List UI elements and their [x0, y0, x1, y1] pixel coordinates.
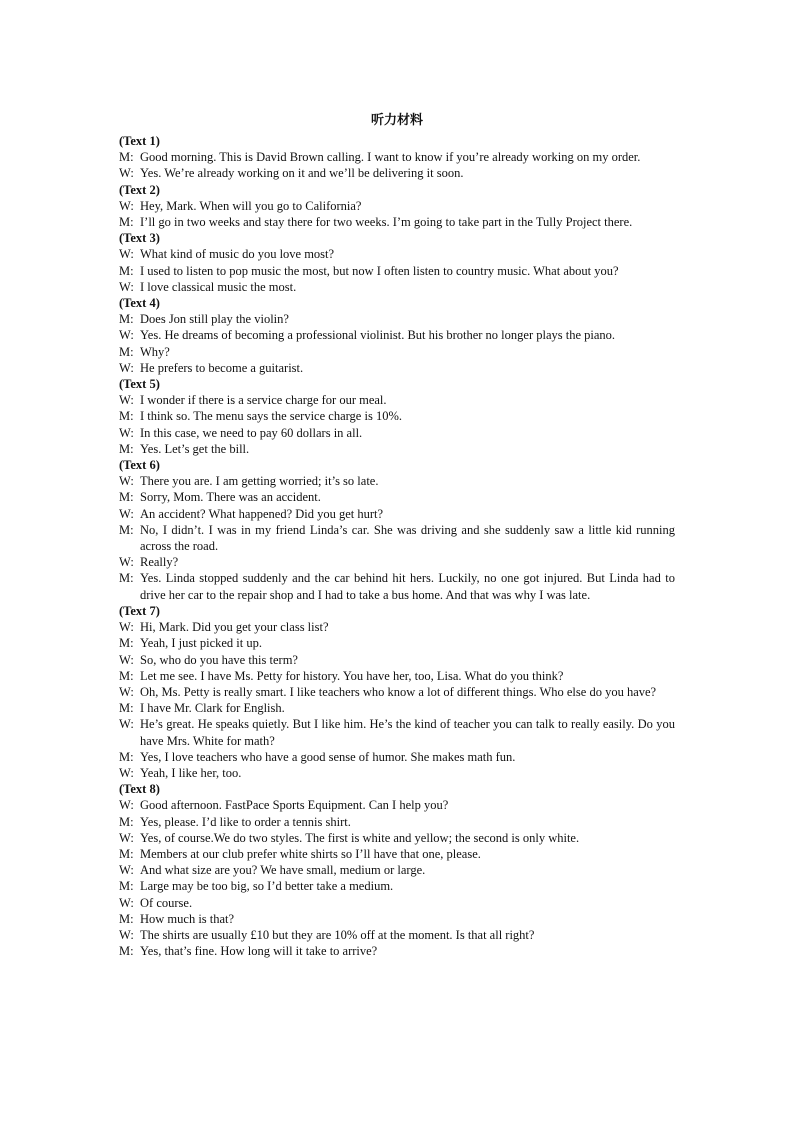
speaker-label: M: — [119, 215, 134, 230]
section-label: (Text 1) — [119, 134, 160, 148]
speaker-label: W: — [119, 717, 134, 732]
transcript-section — [119, 603, 675, 781]
speaker-label: W: — [119, 474, 134, 489]
dialogue-line — [119, 327, 675, 343]
dialogue-text: I have Mr. Clark for English. — [140, 701, 285, 716]
dialogue-text: He prefers to become a guitarist. — [140, 360, 304, 375]
dialogue-line — [119, 635, 675, 651]
speaker-label: W: — [119, 798, 134, 813]
speaker-label: W: — [119, 765, 134, 780]
dialogue-line — [119, 489, 675, 505]
speaker-label: M: — [119, 911, 134, 926]
speaker-label: M: — [119, 441, 134, 456]
speaker-label: M: — [119, 636, 134, 651]
dialogue-text: Members at our club prefer white shirts so I’ll have that one, please. — [140, 846, 481, 861]
dialogue-text: Yes. Linda stopped suddenly and the car behind hit hers. Luckily, no one got injured. But Linda had to drive her car to the repair shop and I had to take a bus home. And that was why I was late. — [140, 571, 675, 602]
section-label: (Text 2) — [119, 182, 160, 197]
dialogue-line — [119, 619, 675, 635]
speaker-label: M: — [119, 312, 134, 327]
speaker-label: W: — [119, 895, 134, 910]
dialogue-text: What kind of music do you love most? — [140, 247, 335, 262]
dialogue-line — [119, 797, 675, 813]
dialogue-line — [119, 830, 675, 846]
dialogue-line — [119, 862, 675, 878]
dialogue-text: I think so. The menu says the service charge is 10%. — [140, 409, 402, 424]
dialogue-text: Yes. Let’s get the bill. — [140, 441, 250, 456]
speaker-label: M: — [119, 701, 134, 716]
page-title: 听力材料 — [370, 113, 423, 128]
dialogue-line — [119, 927, 675, 943]
dialogue-line — [119, 700, 675, 716]
dialogue-text: Why? — [140, 344, 170, 359]
dialogue-line — [119, 554, 675, 570]
dialogue-line — [119, 943, 675, 959]
transcript-sections — [119, 133, 675, 959]
speaker-label: W: — [119, 393, 134, 408]
speaker-label: W: — [119, 279, 134, 294]
dialogue-line — [119, 149, 675, 165]
transcript-section — [119, 457, 675, 603]
dialogue-line — [119, 895, 675, 911]
dialogue-line — [119, 408, 675, 424]
transcript-section — [119, 295, 675, 376]
speaker-label: W: — [119, 863, 134, 878]
speaker-label: M: — [119, 263, 134, 278]
dialogue-line — [119, 765, 675, 781]
transcript-section — [119, 133, 675, 182]
speaker-label: M: — [119, 150, 134, 165]
section-label: (Text 4) — [119, 296, 160, 311]
dialogue-line — [119, 570, 675, 602]
dialogue-text: Yes, of course.We do two styles. The first is white and yellow; the second is only white. — [140, 830, 580, 845]
dialogue-text: So, who do you have this term? — [140, 652, 298, 667]
dialogue-text: The shirts are usually £10 but they are 10% off at the moment. Is that all right? — [140, 927, 535, 942]
dialogue-line — [119, 846, 675, 862]
transcript-section — [119, 230, 675, 295]
dialogue-text: How much is that? — [140, 911, 235, 926]
dialogue-text: In this case, we need to pay 60 dollars in all. — [140, 425, 363, 440]
dialogue-line — [119, 360, 675, 376]
dialogue-line — [119, 878, 675, 894]
speaker-label: M: — [119, 571, 134, 586]
dialogue-text: I’ll go in two weeks and stay there for two weeks. I’m going to take part in the Tully Project there. — [140, 215, 633, 230]
transcript-section — [119, 781, 675, 959]
speaker-label: M: — [119, 944, 134, 959]
dialogue-line — [119, 311, 675, 327]
dialogue-text: And what size are you? We have small, medium or large. — [140, 863, 426, 878]
dialogue-line — [119, 263, 675, 279]
dialogue-line — [119, 344, 675, 360]
dialogue-line — [119, 668, 675, 684]
dialogue-line — [119, 473, 675, 489]
dialogue-line — [119, 749, 675, 765]
speaker-label: M: — [119, 409, 134, 424]
dialogue-line — [119, 279, 675, 295]
speaker-label: M: — [119, 668, 134, 683]
dialogue-text: I used to listen to pop music the most, but now I often listen to country music. What about you? — [140, 263, 619, 278]
speaker-label: M: — [119, 344, 134, 359]
dialogue-line — [119, 441, 675, 457]
speaker-label: W: — [119, 247, 134, 262]
dialogue-text: Hi, Mark. Did you get your class list? — [140, 620, 329, 635]
dialogue-line — [119, 246, 675, 262]
dialogue-line — [119, 911, 675, 927]
speaker-label: W: — [119, 620, 134, 635]
dialogue-line — [119, 392, 675, 408]
dialogue-text: Yes. We’re already working on it and we’ll be delivering it soon. — [140, 166, 464, 181]
speaker-label: W: — [119, 506, 134, 521]
speaker-label: W: — [119, 328, 134, 343]
dialogue-text: Does Jon still play the violin? — [140, 312, 289, 327]
section-label: (Text 8) — [119, 782, 160, 797]
transcript-section — [119, 376, 675, 457]
dialogue-text: Of course. — [140, 895, 193, 910]
speaker-label: M: — [119, 522, 134, 537]
dialogue-text: Oh, Ms. Petty is really smart. I like teachers who know a lot of different things. Who else do you have? — [140, 684, 657, 699]
speaker-label: W: — [119, 360, 134, 375]
dialogue-line — [119, 425, 675, 441]
dialogue-line — [119, 652, 675, 668]
speaker-label: W: — [119, 830, 134, 845]
dialogue-text: I love classical music the most. — [140, 279, 297, 294]
dialogue-text: Yeah, I just picked it up. — [140, 636, 262, 651]
speaker-label: M: — [119, 846, 134, 861]
dialogue-text: No, I didn’t. I was in my friend Linda’s car. She was driving and she suddenly saw a little kid running across the road. — [140, 522, 675, 554]
speaker-label: W: — [119, 652, 134, 667]
dialogue-line — [119, 684, 675, 700]
dialogue-line — [119, 522, 675, 554]
dialogue-text: Hey, Mark. When will you go to California? — [140, 198, 362, 213]
section-label: (Text 7) — [119, 603, 160, 618]
speaker-label: M: — [119, 490, 134, 505]
dialogue-text: There you are. I am getting worried; it’s so late. — [140, 474, 379, 489]
dialogue-line — [119, 506, 675, 522]
speaker-label: W: — [119, 684, 134, 699]
dialogue-text: Sorry, Mom. There was an accident. — [140, 490, 321, 505]
dialogue-line — [119, 214, 675, 230]
speaker-label: W: — [119, 198, 134, 213]
section-label: (Text 6) — [119, 458, 160, 473]
dialogue-text: He’s great. He speaks quietly. But I like him. He’s the kind of teacher you can talk to really easily. Do you have Mrs. White for math? — [140, 717, 675, 748]
dialogue-text: Good afternoon. FastPace Sports Equipment. Can I help you? — [140, 798, 449, 813]
dialogue-text: Really? — [140, 555, 179, 570]
dialogue-text: I wonder if there is a service charge for our meal. — [140, 393, 387, 408]
dialogue-text: Large may be too big, so I’d better take a medium. — [140, 879, 394, 894]
dialogue-text: Let me see. I have Ms. Petty for history. You have her, too, Lisa. What do you think? — [140, 668, 564, 683]
dialogue-text: Yes. He dreams of becoming a professional violinist. But his brother no longer plays the piano. — [140, 328, 616, 343]
dialogue-text: Yes, please. I’d like to order a tennis shirt. — [140, 814, 351, 829]
speaker-label: W: — [119, 425, 134, 440]
dialogue-text: Yeah, I like her, too. — [140, 765, 242, 780]
listening-transcript-page — [119, 112, 675, 959]
section-label: (Text 3) — [119, 231, 160, 246]
dialogue-text: Yes, I love teachers who have a good sense of humor. She makes math fun. — [140, 749, 516, 764]
speaker-label: W: — [119, 927, 134, 942]
speaker-label: M: — [119, 879, 134, 894]
speaker-label: W: — [119, 166, 134, 181]
dialogue-text: Good morning. This is David Brown calling. I want to know if you’re already working on my order. — [140, 150, 641, 165]
dialogue-line — [119, 814, 675, 830]
dialogue-line — [119, 716, 675, 748]
dialogue-text: An accident? What happened? Did you get hurt? — [140, 506, 384, 521]
dialogue-text: Yes, that’s fine. How long will it take to arrive? — [140, 944, 378, 959]
speaker-label: M: — [119, 814, 134, 829]
speaker-label: W: — [119, 555, 134, 570]
section-label: (Text 5) — [119, 377, 160, 392]
transcript-section — [119, 182, 675, 231]
speaker-label: M: — [119, 749, 134, 764]
dialogue-line — [119, 165, 675, 181]
dialogue-line — [119, 198, 675, 214]
